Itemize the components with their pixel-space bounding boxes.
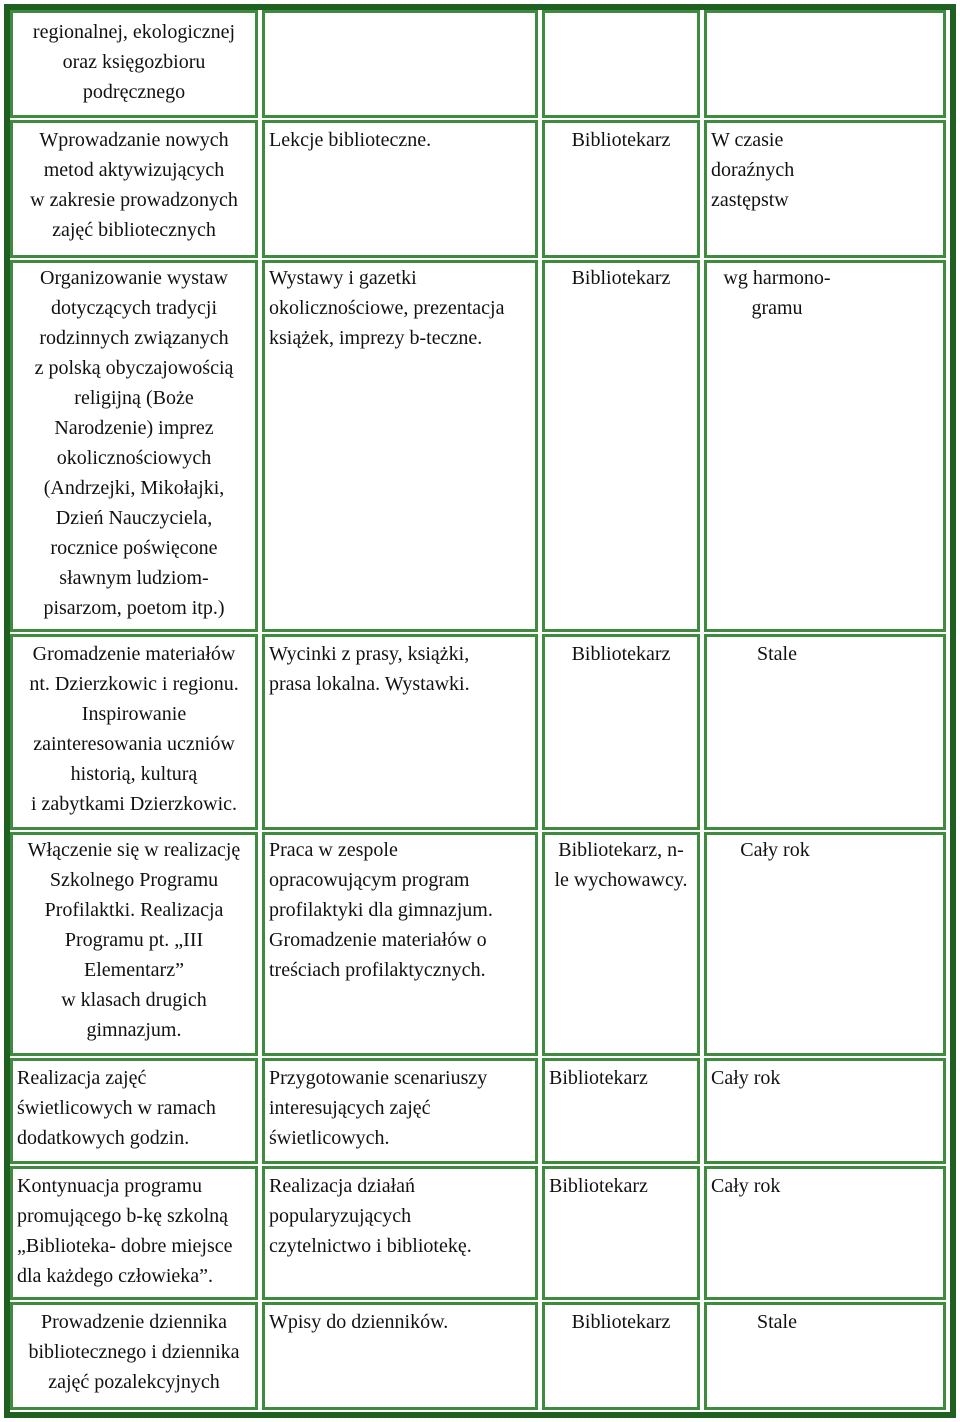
table-cell-form bbox=[262, 1058, 538, 1164]
cell-text: W czasie doraźnych zastępstw bbox=[711, 129, 795, 211]
cell-text: Praca w zespole opracowującym program profilaktyki dla gimnazjum. Gromadzenie materiałów o treściach profilaktycznych. bbox=[269, 839, 493, 981]
cell-text: Lekcje biblioteczne. bbox=[269, 129, 432, 151]
table-cell-responsible bbox=[542, 1166, 700, 1300]
table-cell-task bbox=[10, 1166, 258, 1300]
table-cell-form bbox=[262, 260, 538, 632]
cell-text: Stale bbox=[757, 1311, 797, 1333]
cell-text: Organizowanie wystaw dotyczących tradycji rodzinnych związanych z polską obyczajowością religijną (Boże Narodzenie) imprez okolicznościowych (Andrzejki, Mikołajki, Dzień Nauczyciela, rocznice poświęcone sławnym ludziom- pisarzom, poetom itp.) bbox=[34, 267, 234, 619]
cell-text: Prowadzenie dziennika bibliotecznego i dziennika zajęć pozalekcyjnych bbox=[28, 1311, 240, 1393]
cell-text: Stale bbox=[757, 643, 797, 665]
cell-text: Bibliotekarz bbox=[571, 1311, 671, 1333]
table-cell-task bbox=[10, 10, 258, 118]
table-cell-form bbox=[262, 1166, 538, 1300]
cell-text: Włączenie się w realizację Szkolnego Programu Profilaktki. Realizacja Programu pt. „III Elementarz” w klasach drugich gimnazjum. bbox=[27, 839, 241, 1041]
table-cell-task bbox=[10, 1302, 258, 1410]
cell-text: Wprowadzanie nowych metod aktywizujących w zakresie prowadzonych zajęć bibliotecznych bbox=[30, 129, 238, 241]
cell-text: Przygotowanie scenariuszy interesujących zajęć świetlicowych. bbox=[269, 1067, 488, 1149]
table-cell-responsible bbox=[542, 832, 700, 1056]
table-cell-task bbox=[10, 832, 258, 1056]
cell-text: Bibliotekarz bbox=[571, 129, 671, 151]
cell-text: Wycinki z prasy, książki, prasa lokalna. Wystawki. bbox=[269, 643, 470, 695]
cell-text: Bibliotekarz bbox=[571, 267, 671, 289]
table-cell-deadline bbox=[704, 634, 946, 830]
cell-text: Cały rok bbox=[711, 1175, 781, 1197]
table-cell-task bbox=[10, 120, 258, 258]
cell-text: Gromadzenie materiałów nt. Dzierzkowic i regionu. Inspirowanie zainteresowania uczniów historią, kulturą i zabytkami Dzierzkowic. bbox=[29, 643, 239, 815]
table-cell-deadline bbox=[704, 1166, 946, 1300]
cell-text: Realizacja zajęć świetlicowych w ramach dodatkowych godzin. bbox=[17, 1067, 216, 1149]
table-cell-responsible bbox=[542, 260, 700, 632]
table-cell-deadline bbox=[704, 260, 946, 632]
cell-text: Realizacja działań popularyzujących czytelnictwo i bibliotekę. bbox=[269, 1175, 472, 1257]
table-cell-deadline bbox=[704, 1058, 946, 1164]
cell-text: Bibliotekarz bbox=[549, 1175, 648, 1197]
table-cell-deadline bbox=[704, 120, 946, 258]
cell-text: Bibliotekarz bbox=[549, 1067, 648, 1089]
table-cell-task bbox=[10, 1058, 258, 1164]
table-cell-responsible bbox=[542, 1302, 700, 1410]
table-cell-form bbox=[262, 120, 538, 258]
cell-text: Bibliotekarz bbox=[571, 643, 671, 665]
table-cell-task bbox=[10, 634, 258, 830]
cell-text: Wystawy i gazetki okolicznościowe, prezentacja książek, imprezy b-teczne. bbox=[269, 267, 505, 349]
cell-text: Bibliotekarz, n- le wychowawcy. bbox=[554, 839, 688, 891]
table-cell-responsible bbox=[542, 1058, 700, 1164]
table-cell-deadline bbox=[704, 10, 946, 118]
table-cell-responsible bbox=[542, 10, 700, 118]
table-cell-responsible bbox=[542, 634, 700, 830]
cell-text: Kontynuacja programu promującego b-kę szkolną „Biblioteka- dobre miejsce dla każdego człowieka”. bbox=[17, 1175, 233, 1287]
table-cell-form bbox=[262, 832, 538, 1056]
table-cell-deadline bbox=[704, 1302, 946, 1410]
table-cell-form bbox=[262, 634, 538, 830]
table-cell-responsible bbox=[542, 120, 700, 258]
cell-text: regionalnej, ekologicznej oraz księgozbioru podręcznego bbox=[32, 21, 236, 103]
table-cell-deadline bbox=[704, 832, 946, 1056]
table-cell-task bbox=[10, 260, 258, 632]
table-cell-form bbox=[262, 10, 538, 118]
cell-text: Wpisy do dzienników. bbox=[269, 1311, 449, 1333]
table-cell-form bbox=[262, 1302, 538, 1410]
cell-text: Cały rok bbox=[711, 1067, 781, 1089]
cell-text: Cały rok bbox=[740, 839, 810, 861]
cell-text: wg harmono- gramu bbox=[723, 267, 831, 319]
